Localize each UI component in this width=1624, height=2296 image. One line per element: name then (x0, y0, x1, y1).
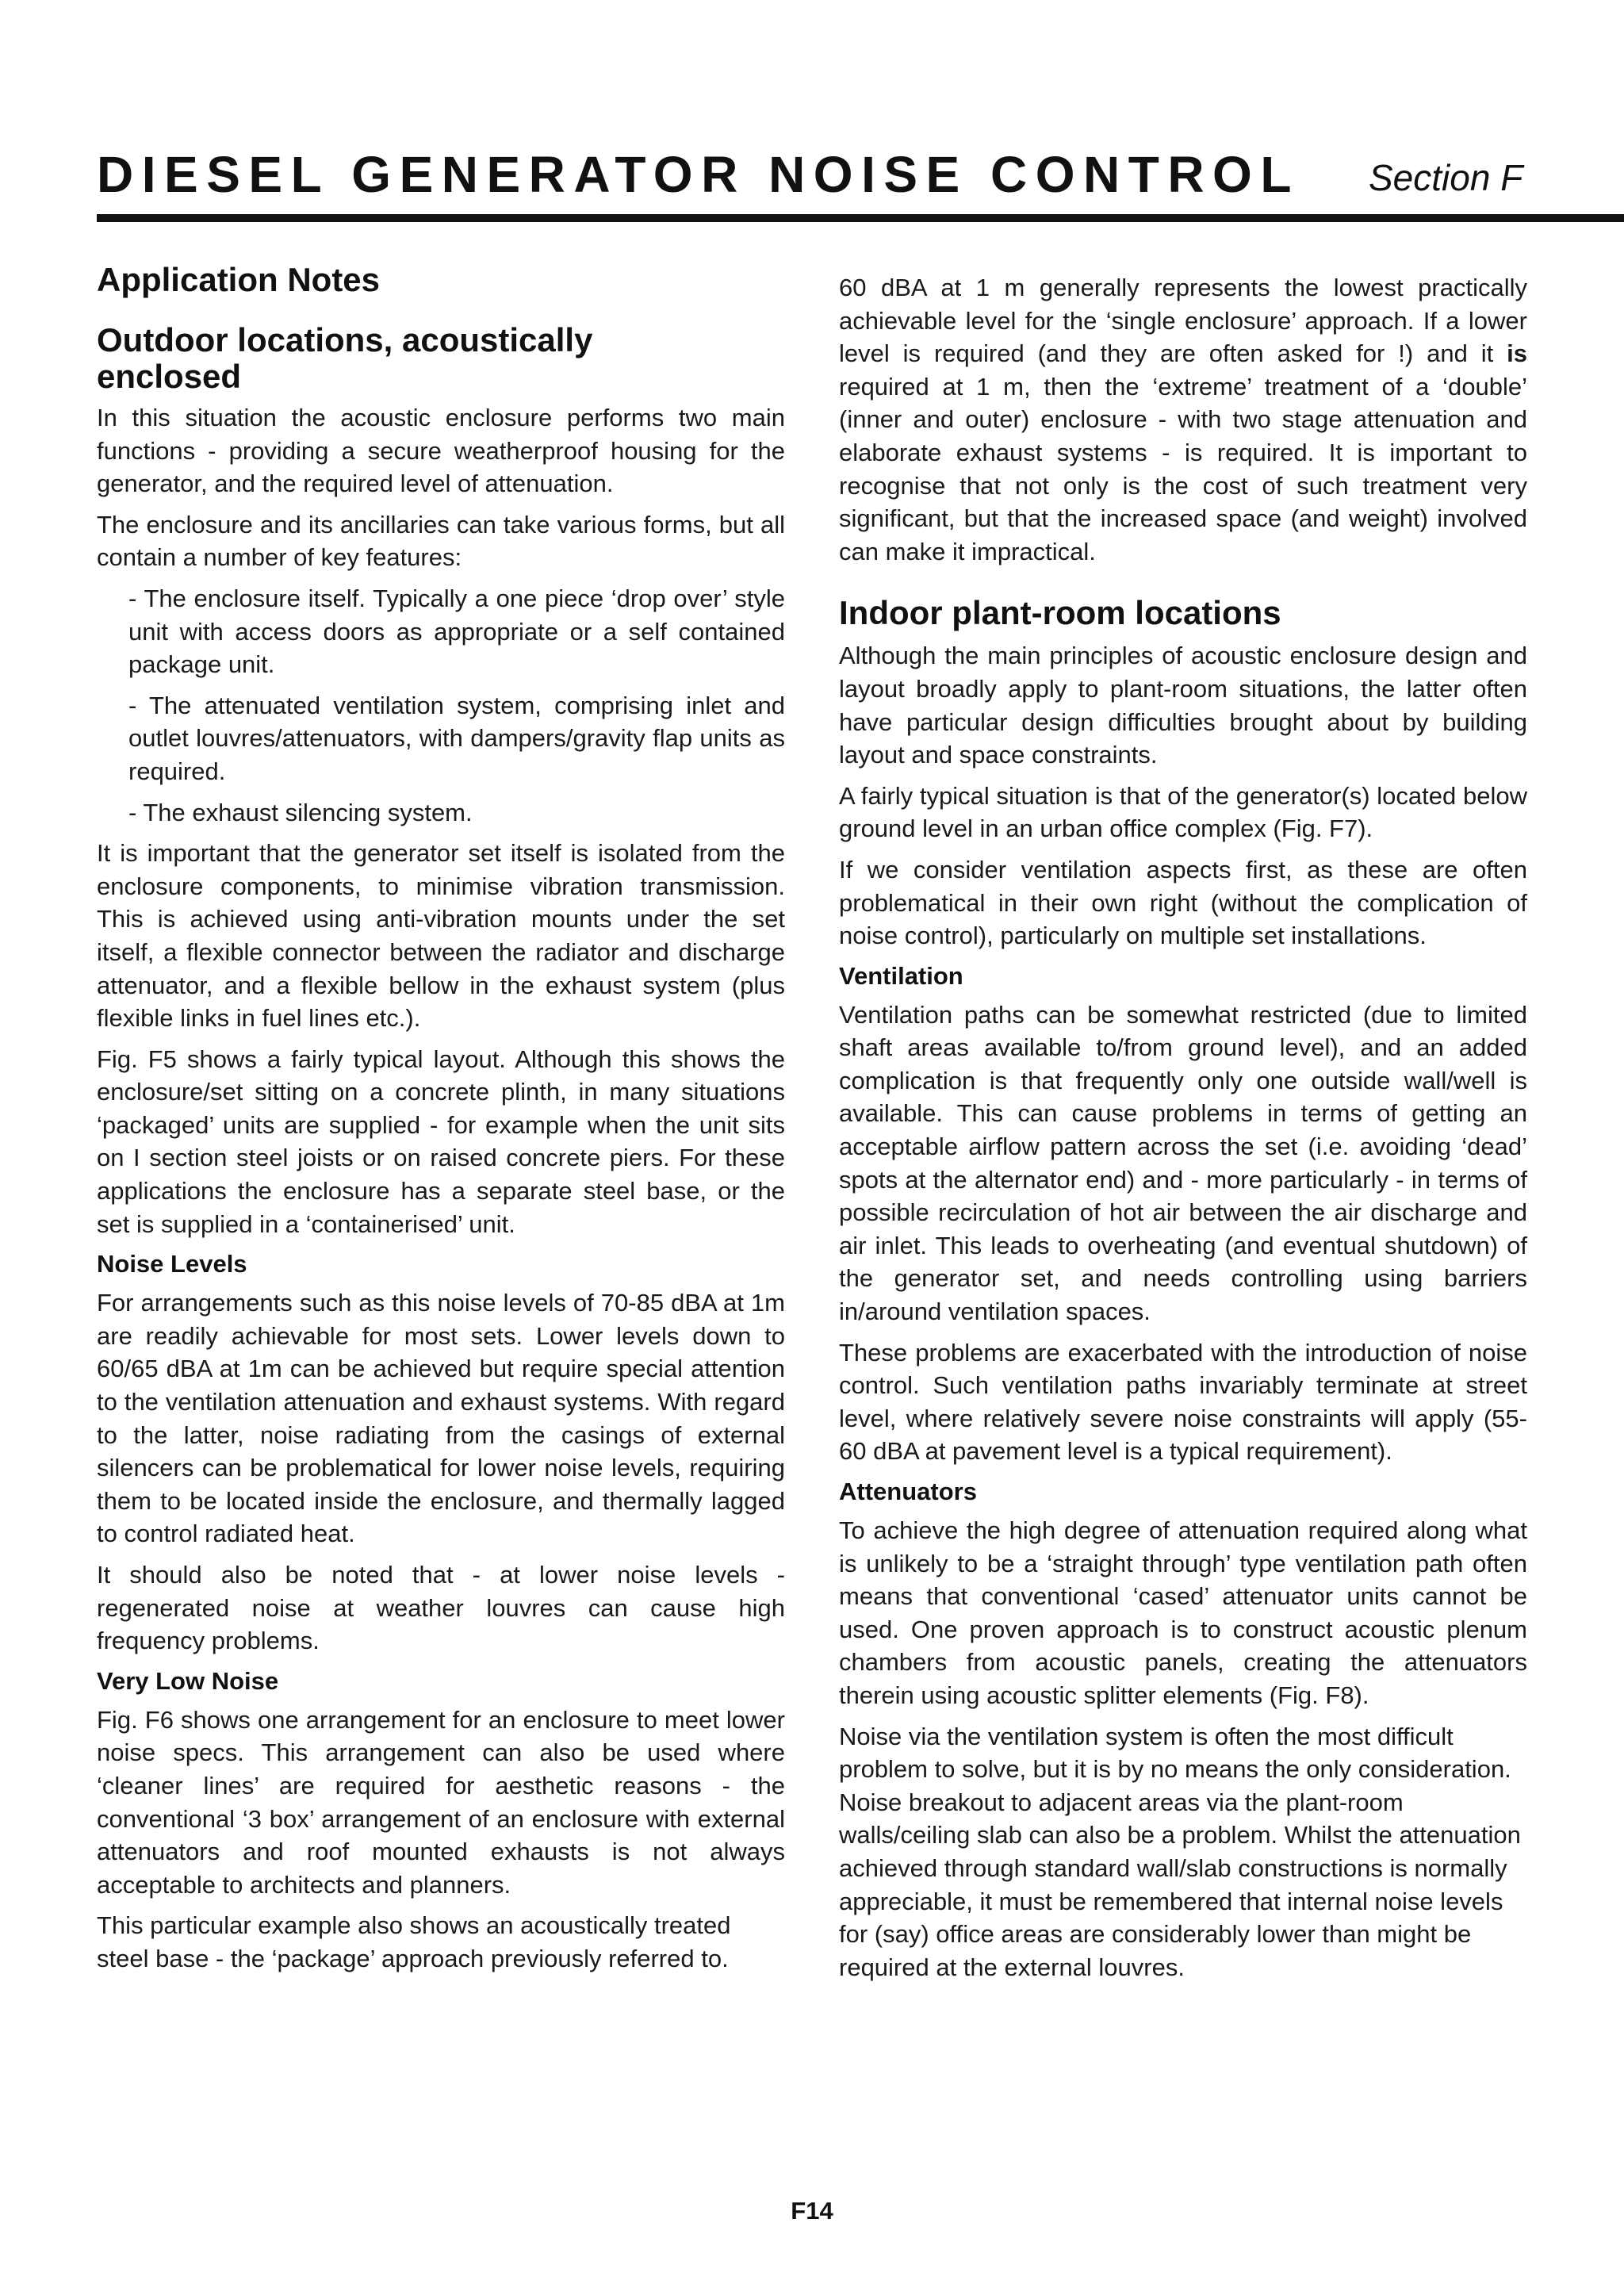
heading-application-notes: Application Notes (97, 261, 381, 298)
paragraph: Fig. F6 shows one arrangement for an enclosure to meet lower noise specs. This arrangement can also be used where ‘cleaner lines’ are required for aesthetic reasons - the conventional ‘3 box’ arrangement of an enclosure with external attenuators and roof mounted exhausts is not always acceptable to architects and planners. (97, 1705, 785, 1899)
paragraph: Noise via the ventilation system is often the most difficult problem to solve, but it is by no means the only consideration. Noise breakout to adjacent areas via the plant-room walls/ceiling slab can also be a problem. Whilst the attenuation achieved through standard wall/slab constructions is normally appreciable, it must be remembered that internal noise levels for (say) office areas are considerably lower than might be required at the external louvres. (839, 1722, 1521, 1981)
emphasis: is (1507, 339, 1527, 368)
document-title: DIESEL GENERATOR NOISE CONTROL (97, 146, 1300, 203)
heading-indoor-plant-room: Indoor plant-room locations (839, 594, 1281, 632)
paragraph: These problems are exacerbated with the introduction of noise control. Such ventilation paths invariably terminate at street level, where relatively severe noise constraints will apply (55-60 dBA at pavement level is a typical requirement). (839, 1338, 1527, 1466)
page-number: F14 (791, 2197, 833, 2225)
list-item: - The attenuated ventilation system, comprising inlet and outlet louvres/attenuators, with dampers/gravity flap units as required. (128, 691, 785, 785)
paragraph: A fairly typical situation is that of the generator(s) located below ground level in an urban office complex (Fig. F7). (839, 781, 1527, 843)
left-column (97, 262, 785, 1984)
paragraph: Although the main principles of acoustic enclosure design and layout broadly apply to plant-room situations, the latter often have particular design difficulties brought about by building layout and space constraints. (839, 642, 1527, 769)
heading-noise-levels: Noise Levels (97, 1250, 247, 1278)
heading-ventilation: Ventilation (839, 961, 963, 990)
text-run: 60 dBA at 1 m generally represents the lowest practically achievable level for the ‘single enclosure’ approach. If a lower level is required (and they are often asked for !) and it (839, 274, 1527, 368)
paragraph: To achieve the high degree of attenuation required along what is unlikely to be a ‘straight through’ type ventilation path often means that conventional ‘cased’ attenuator units cannot be used. One proven approach is to construct acoustic plenum chambers from acoustic panels, creating the attenuators therein using acoustic splitter elements (Fig. F8). (839, 1516, 1527, 1709)
paragraph: It should also be noted that - at lower noise levels - regenerated noise at weather louvres can cause high frequency problems. (97, 1561, 785, 1655)
paragraph: If we consider ventilation aspects first, as these are often problematical in their own right (without the complication of noise control), particularly on multiple set installations. (839, 855, 1527, 950)
right-column (839, 271, 1527, 1991)
paragraph: In this situation the acoustic enclosure performs two main functions - providing a secure weatherproof housing for the generator, and the required level of attenuation. (97, 404, 785, 498)
text-run: required at 1 m, then the ‘extreme’ treatment of a ‘double’ (inner and outer) enclosure - with two stage attenuation and elaborate exhaust systems - is required. It is important to recognise that not only is the cost of such treatment very significant, but that the increased space (and weight) involved can make it impractical. (839, 372, 1527, 565)
paragraph: It is important that the generator set itself is isolated from the enclosure components, to minimise vibration transmission. This is achieved using anti-vibration mounts under the set itself, a flexible connector between the radiator and discharge attenuator, and a flexible bellow in the exhaust system (plus flexible links in fuel lines etc.). (97, 839, 785, 1033)
heading-outdoor-locations: Outdoor locations, acoustically enclosed (97, 321, 593, 395)
paragraph: This particular example also shows an acoustically treated steel base - the ‘package’ approach previously referred to. (97, 1911, 731, 1972)
paragraph: For arrangements such as this noise levels of 70-85 dBA at 1m are readily achievable for most sets. Lower levels down to 60/65 dBA at 1m can be achieved but require special attention to the ventilation attenuation and exhaust systems. With regard to the latter, noise radiating from the casings of external silencers can be problematical for lower noise levels, requiring them to be located inside the enclosure, and thermally lagged to control radiated heat. (97, 1289, 785, 1548)
header-rule (97, 214, 1624, 222)
paragraph: Ventilation paths can be somewhat restricted (due to limited shaft areas available to/from ground level), and an added complication is that frequently only one outside wall/well is available. This can cause problems in terms of getting an acceptable airflow pattern across the set (i.e. avoiding ‘dead’ spots at the alternator end) and - more particularly - in terms of possible recirculation of hot air between the air discharge and air inlet. This leads to overheating (and eventual shutdown) of the generator set, and needs controlling using barriers in/around ventilation spaces. (839, 1000, 1527, 1326)
list-item: - The exhaust silencing system. (128, 798, 473, 826)
paragraph: The enclosure and its ancillaries can take various forms, but all contain a number of key features: (97, 510, 785, 572)
list-item: - The enclosure itself. Typically a one piece ‘drop over’ style unit with access doors as appropriate or a self contained package unit. (128, 584, 785, 679)
section-label: Section F (1369, 157, 1523, 198)
paragraph: Fig. F5 shows a fairly typical layout. Although this shows the enclosure/set sitting on a concrete plinth, in many situations ‘packaged’ units are supplied - for example when the unit sits on I section steel joists or on raised concrete piers. For these applications the enclosure has a separate steel base, or the set is supplied in a ‘containerised’ unit. (97, 1045, 785, 1238)
page-header (97, 143, 1624, 214)
heading-attenuators: Attenuators (839, 1478, 977, 1505)
paragraph (839, 271, 1527, 568)
heading-very-low-noise: Very Low Noise (97, 1666, 279, 1695)
